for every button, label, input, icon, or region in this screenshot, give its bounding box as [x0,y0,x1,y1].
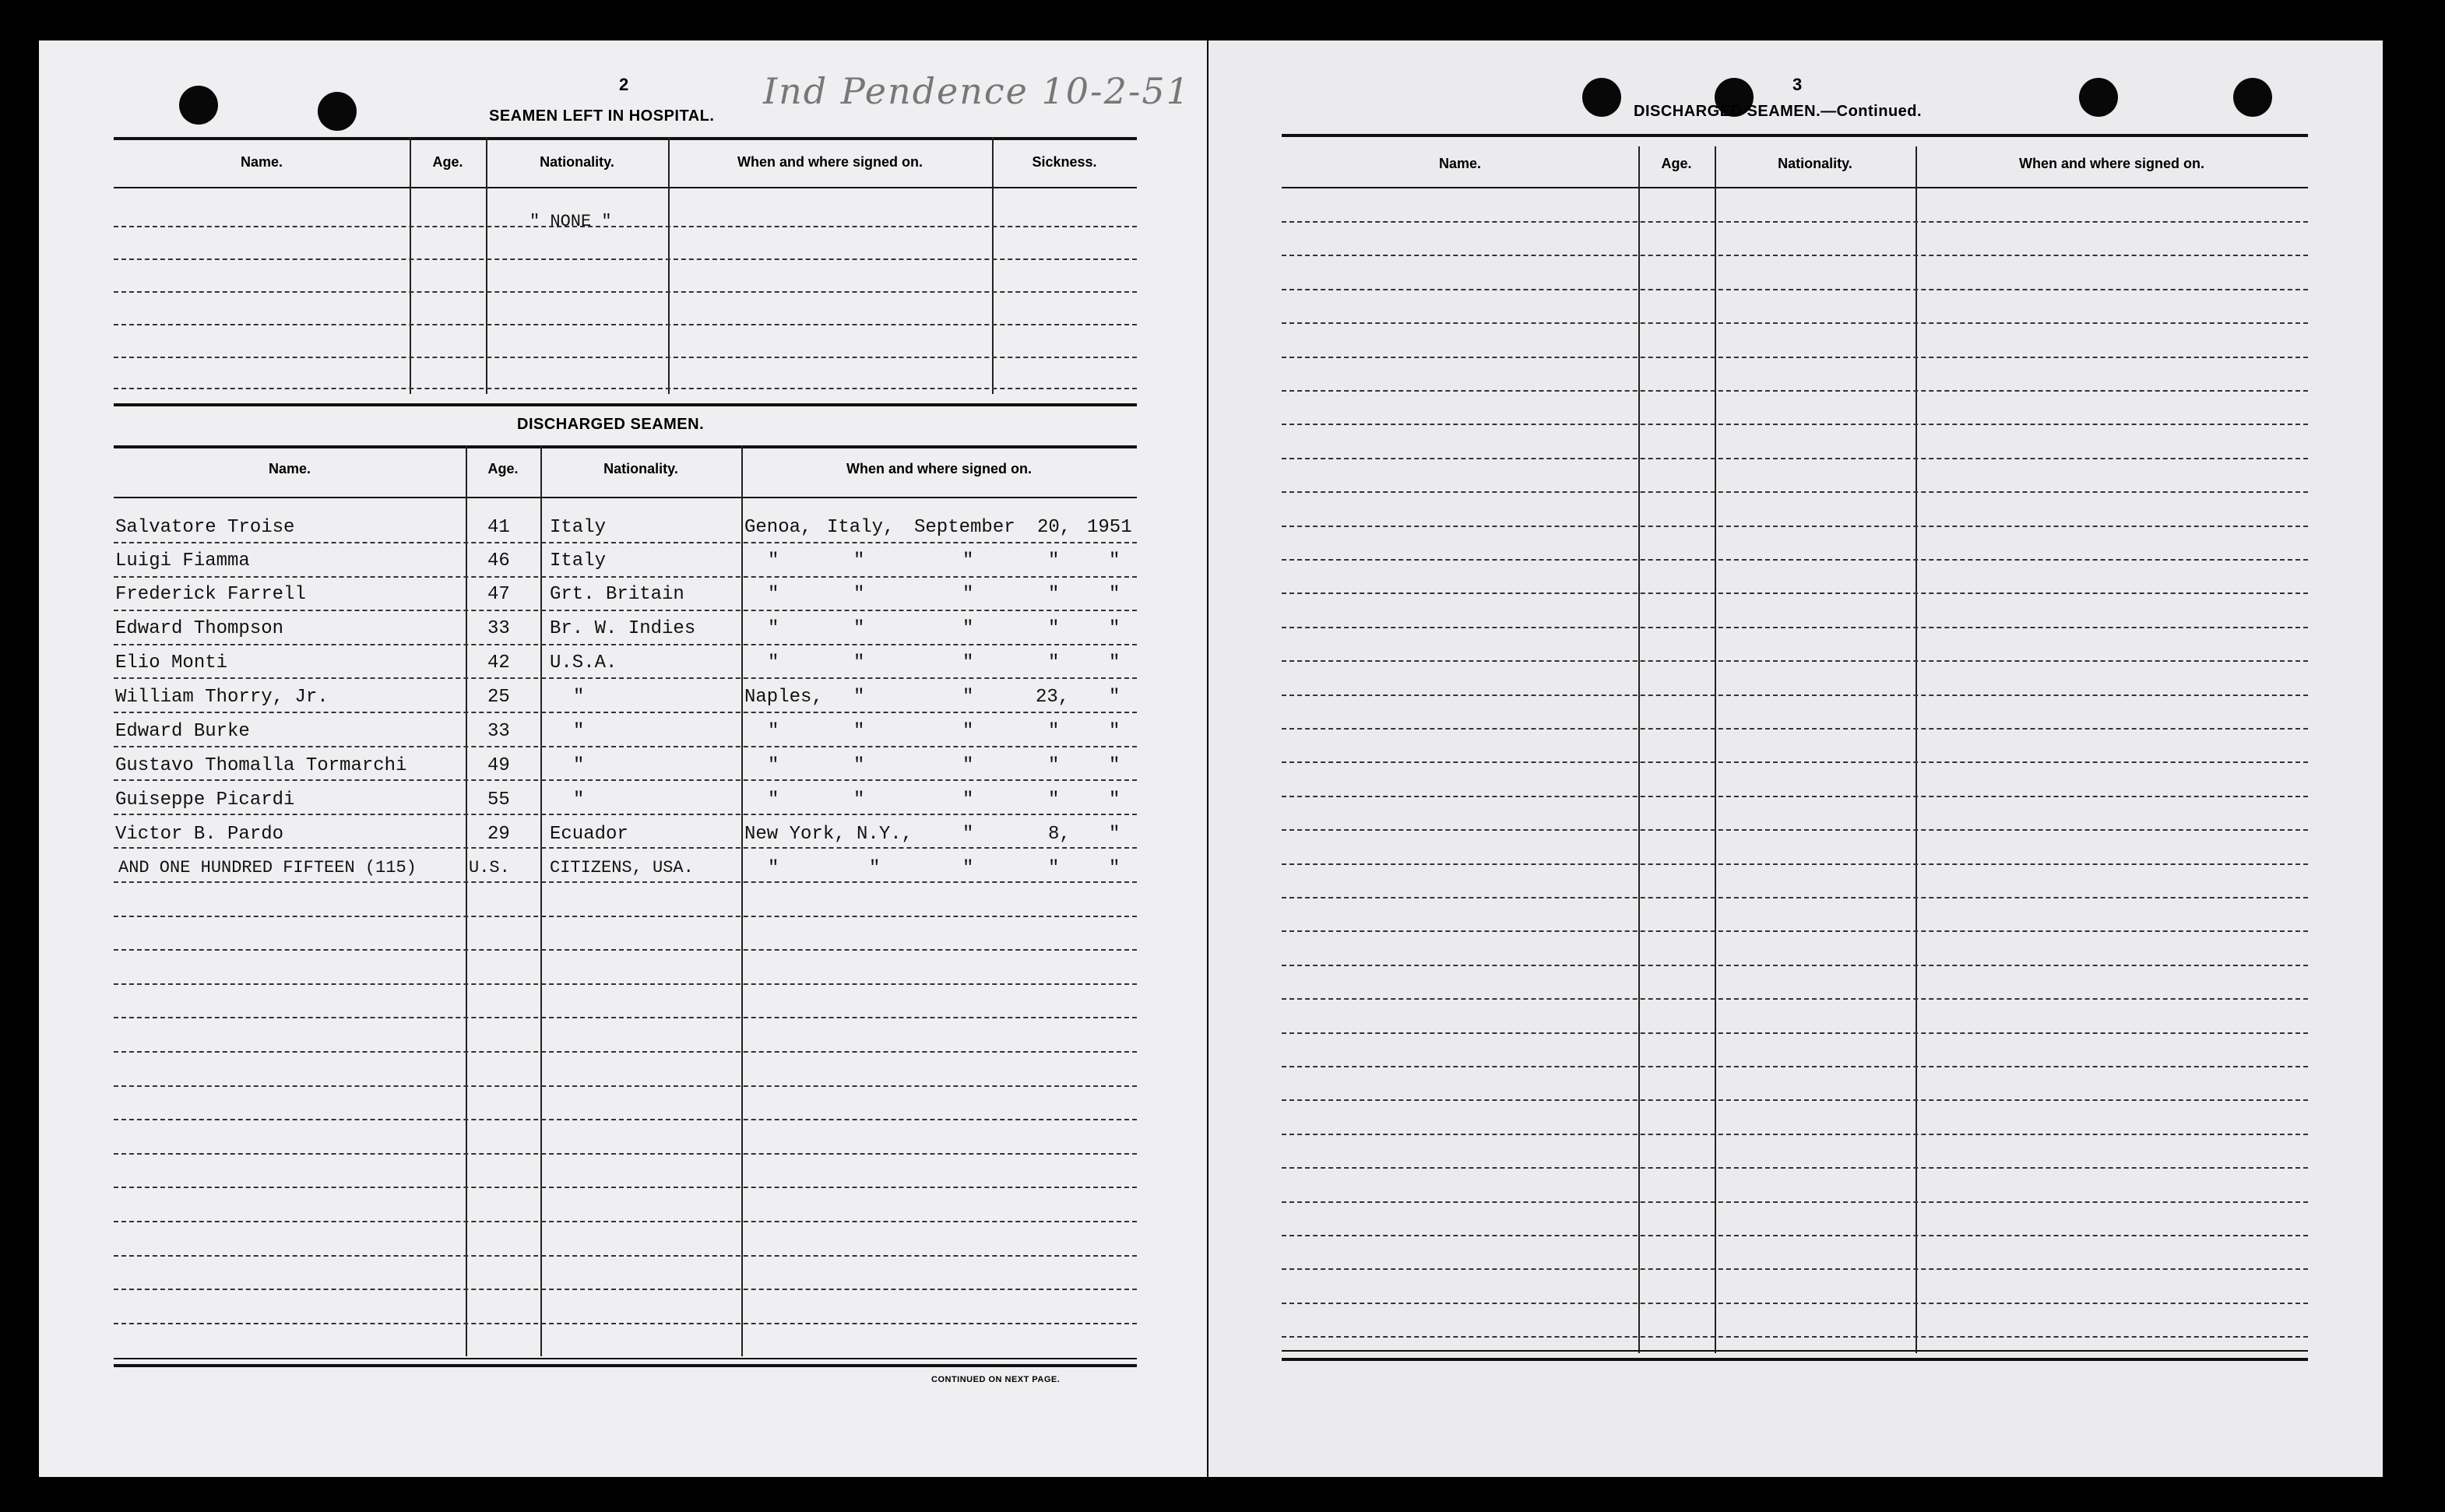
punch-hole-icon [179,86,218,125]
seaman-age: 33 [487,618,510,639]
signed-day: " [1048,789,1060,811]
seaman-age: U.S. [469,858,510,877]
signed-year: " [1109,789,1120,811]
signed-year: " [1109,584,1120,605]
hospital-section-title: SEAMEN LEFT IN HOSPITAL. [489,107,715,125]
ruled-line [114,1085,1137,1087]
signed-country: " [853,550,865,571]
column-header-signed-on: When and where signed on. [737,154,923,170]
ruled-line [114,712,1137,713]
signed-country: Italy, [827,517,895,538]
seaman-nationality: " [573,721,585,742]
signed-place: " [768,789,779,811]
ruled-line [1282,829,2308,831]
ruled-line [1282,930,2308,932]
ruled-line [1282,458,2308,459]
column-header-age: Age. [432,154,463,170]
column-rule [466,445,467,1356]
table-rule [1282,1350,2308,1352]
ruled-line [114,949,1137,951]
ruled-line [1282,559,2308,561]
table-rule [1282,1358,2308,1361]
seaman-name: Salvatore Troise [115,517,295,538]
column-header-age: Age. [487,461,519,476]
ruled-line [114,881,1137,883]
signed-month: " [962,584,974,605]
signed-year: " [1109,858,1120,879]
signed-year: " [1109,550,1120,571]
seaman-age: 33 [487,721,510,742]
ruled-line [1282,255,2308,256]
ruled-line [1282,1134,2308,1135]
seaman-name: Luigi Fiamma [115,550,250,571]
column-rule [1916,146,1917,1353]
ruled-line [1282,390,2308,392]
seaman-name: William Thorry, Jr. [115,687,329,708]
ruled-line [114,746,1137,747]
ruled-line [114,983,1137,985]
seaman-age: 29 [487,824,510,845]
ruled-line [1282,424,2308,425]
seaman-name: AND ONE HUNDRED FIFTEEN (115) [118,858,417,877]
page-number: 3 [1792,75,1803,94]
table-rule [1282,187,2308,188]
seaman-name: Gustavo Thomalla Tormarchi [115,755,407,776]
table-rule [114,403,1137,406]
signed-day: 20, [1037,517,1071,538]
table-rule [114,497,1137,498]
ruled-line [114,644,1137,645]
seaman-nationality: U.S.A. [550,652,617,673]
left-page [39,40,1207,1477]
signed-country: " [853,755,865,776]
ruled-line [114,1221,1137,1222]
table-rule [114,1364,1137,1367]
ruled-line [114,576,1137,578]
ruled-line [114,542,1137,543]
seaman-nationality: " [573,789,585,811]
punch-hole-icon [2079,78,2118,117]
ruled-line [114,1255,1137,1257]
page-number: 2 [619,75,629,94]
ruled-line [114,814,1137,815]
signed-month: " [962,858,974,879]
column-rule [410,137,411,394]
ruled-line [1282,1303,2308,1304]
signed-day: " [1048,755,1060,776]
column-header-name: Name. [240,154,283,170]
ruled-line [1282,1235,2308,1236]
signed-country: " [853,721,865,742]
seaman-nationality: Grt. Britain [550,584,684,605]
seaman-age: 25 [487,687,510,708]
signed-place: " [768,858,779,879]
ruled-line [114,677,1137,679]
column-header-name: Name. [1438,156,1482,171]
signed-year: " [1109,721,1120,742]
ruled-line [114,916,1137,917]
ruled-line [1282,1066,2308,1067]
column-header-age: Age. [1661,156,1692,171]
signed-country: " [853,618,865,639]
ruled-line [1282,796,2308,797]
ruled-line [114,1051,1137,1053]
column-rule [1715,146,1716,1353]
signed-place: " [768,721,779,742]
signed-day: " [1048,618,1060,639]
ruled-line [1282,627,2308,628]
signed-month: " [962,789,974,811]
signed-year: " [1109,618,1120,639]
seaman-name: Guiseppe Picardi [115,789,295,811]
signed-year: 1951 [1087,517,1132,538]
signed-country: " [853,789,865,811]
ruled-line [1282,1167,2308,1169]
ruled-line [1282,1201,2308,1203]
signed-year: " [1109,755,1120,776]
ruled-line [1282,761,2308,763]
seaman-name: Elio Monti [115,652,228,673]
seaman-nationality: Br. W. Indies [550,618,696,639]
signed-year: " [1109,652,1120,673]
column-rule [540,445,542,1356]
ruled-line [1282,694,2308,696]
signed-day: 23, [1036,687,1070,708]
signed-month: " [962,652,974,673]
right-page [1208,40,2383,1477]
ruled-line [114,1289,1137,1290]
signed-country: " [853,687,865,708]
seaman-name: Victor B. Pardo [115,824,284,845]
column-header-nationality: Nationality. [1778,156,1852,171]
column-rule [741,445,743,1356]
signed-country: " [853,652,865,673]
signed-place: Genoa, [744,517,812,538]
column-header-signed-on: When and where signed on. [846,461,1033,476]
ruled-line [114,1017,1137,1018]
table-rule [1282,134,2308,137]
column-header-nationality: Nationality. [540,154,614,170]
continued-note: CONTINUED ON NEXT PAGE. [931,1375,1061,1384]
table-rule [114,137,1137,140]
seaman-nationality: Italy [550,517,607,538]
seaman-nationality: CITIZENS, USA. [550,858,694,877]
signed-year: " [1109,687,1120,708]
ruled-line [1282,289,2308,290]
signed-month: " [962,824,974,845]
ruled-line [114,1119,1137,1120]
signed-country: " [853,584,865,605]
ruled-line [1282,592,2308,594]
seaman-age: 55 [487,789,510,811]
signed-month: " [962,618,974,639]
ruled-line [1282,357,2308,358]
ruled-line [114,1187,1137,1188]
discharged-continued-title: DISCHARGED SEAMEN.—Continued. [1634,103,1923,120]
ruled-line [1282,221,2308,223]
ruled-line [1282,526,2308,527]
seaman-nationality: Ecuador [550,824,628,845]
ruled-line [1282,322,2308,324]
signed-month: September [914,517,1015,538]
signed-country: " [869,858,881,879]
column-rule [992,137,994,394]
ruled-line [114,610,1137,611]
column-header-name: Name. [268,461,311,476]
seaman-age: 49 [487,755,510,776]
ruled-line [1282,965,2308,966]
signed-month: " [962,755,974,776]
signed-place: " [768,652,779,673]
seaman-nationality: " [573,687,585,708]
ruled-line [1282,1268,2308,1270]
table-rule [114,187,1137,188]
signed-place: New York, N.Y., [744,824,913,845]
column-rule [1638,146,1640,1353]
column-rule [486,137,487,394]
signed-day: " [1048,858,1060,879]
seaman-age: 46 [487,550,510,571]
punch-hole-icon [1582,78,1621,117]
table-rule [114,445,1137,448]
signed-place: " [768,755,779,776]
ruled-line [1282,863,2308,865]
seaman-nationality: Italy [550,550,607,571]
punch-hole-icon [2233,78,2272,117]
ruled-line [1282,1032,2308,1034]
ruled-line [114,847,1137,849]
signed-day: " [1048,721,1060,742]
signed-place: " [768,550,779,571]
ruled-line [1282,491,2308,493]
ruled-line [1282,1099,2308,1101]
column-rule [668,137,670,394]
signed-place: " [768,584,779,605]
seaman-age: 42 [487,652,510,673]
ruled-line [114,779,1137,781]
signed-month: " [962,550,974,571]
seaman-nationality: " [573,755,585,776]
ruled-line [114,1323,1137,1324]
seaman-name: Frederick Farrell [115,584,306,605]
signed-day: " [1048,584,1060,605]
signed-year: " [1109,824,1120,845]
column-header-nationality: Nationality. [603,461,678,476]
signed-place: Naples, [744,687,823,708]
seaman-name: Edward Thompson [115,618,284,639]
table-rule [114,1358,1137,1359]
signed-month: " [962,721,974,742]
ruled-line [1282,897,2308,898]
ruled-line [1282,728,2308,730]
column-header-signed-on: When and where signed on. [2018,156,2205,171]
ruled-line [1282,998,2308,1000]
seaman-age: 41 [487,517,510,538]
ruled-line [1282,660,2308,662]
hospital-entry: " NONE " [529,212,612,231]
seaman-name: Edward Burke [115,721,250,742]
signed-day: " [1048,652,1060,673]
ruled-line [114,1153,1137,1155]
signed-month: " [962,687,974,708]
handwritten-note: Ind Pendence 10-2-51 [763,70,1191,112]
discharged-section-title: DISCHARGED SEAMEN. [517,416,705,433]
signed-day: 8, [1048,824,1071,845]
signed-day: " [1048,550,1060,571]
signed-place: " [768,618,779,639]
column-header-sickness: Sickness. [1032,154,1097,170]
ruled-line [1282,1336,2308,1338]
seaman-age: 47 [487,584,510,605]
punch-hole-icon [318,92,357,131]
